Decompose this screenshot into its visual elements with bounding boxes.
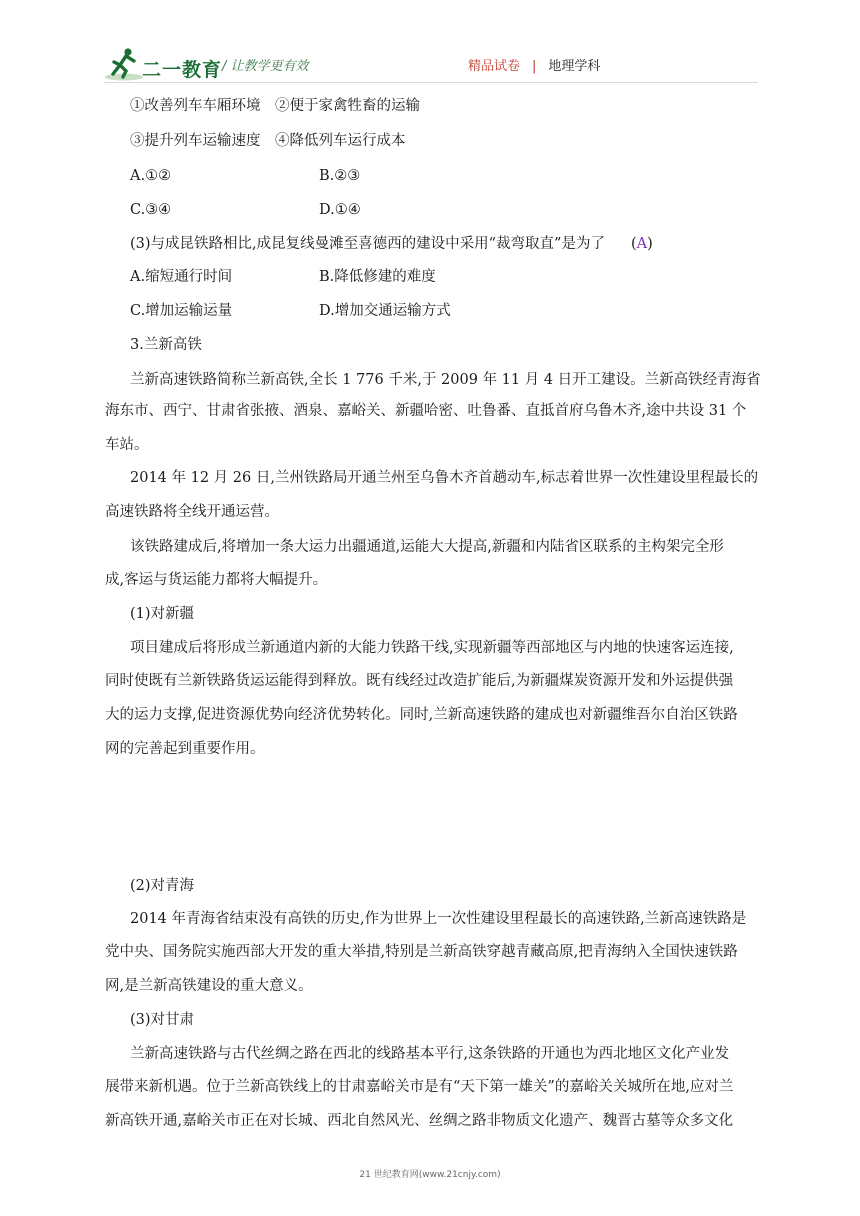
paragraph-line: 该铁路建成后,将增加一条大运力出疆通道,运能大大提高,新疆和内陆省区联系的主构架完全形	[130, 539, 724, 555]
header-divider	[104, 82, 758, 83]
paragraph-line: 网的完善起到重要作用。	[105, 741, 265, 757]
paragraph-line: 成,客运与货运能力都将大幅提升。	[105, 572, 328, 588]
paragraph-line: 同时使既有兰新铁路货运运能得到释放。既有线经过改造扩能后,为新疆煤炭资源开发和外运提供强	[105, 673, 734, 689]
subsection-title: (3)对甘肃	[130, 1012, 195, 1028]
choice-a: A.缩短通行时间	[130, 269, 233, 285]
header-separator: |	[532, 59, 537, 74]
paragraph-line: 网,是兰新高铁建设的重大意义。	[105, 978, 313, 994]
paragraph-line: 车站。	[105, 437, 149, 453]
subsection-title: (2)对青海	[130, 878, 195, 894]
page-header	[0, 0, 860, 90]
choice-a: A.①②	[130, 168, 172, 184]
paragraph-line: 新高铁开通,嘉峪关市正在对长城、西北自然风光、丝绸之路非物质文化遗产、魏晋古墓等众多文化	[105, 1113, 734, 1129]
paragraph-line: 兰新高速铁路与古代丝绸之路在西北的线路基本平行,这条铁路的开通也为西北地区文化产业发	[130, 1046, 730, 1062]
category-label: 精品试卷	[468, 59, 521, 74]
runner-icon	[104, 46, 144, 82]
logo	[104, 46, 234, 82]
paragraph-line: 党中央、国务院实施西部大开发的重大举措,特别是兰新高铁穿越青藏高原,把青海纳入全国快速铁路	[105, 944, 738, 960]
question-text: (3)与成昆铁路相比,成昆复线曼滩至喜德西的建设中采用“裁弯取直”是为了	[130, 236, 605, 252]
page-footer: 21 世纪教育网(www.21cnjy.com)	[359, 1170, 501, 1180]
choice-d: D.①④	[319, 202, 361, 218]
choice-b: B.②③	[319, 168, 361, 184]
slogan: / 让教学更有效	[222, 59, 309, 74]
answer-open: (	[630, 236, 637, 252]
subject-label: 地理学科	[548, 59, 601, 74]
answer-mark: A	[636, 236, 648, 252]
header-subject	[468, 55, 600, 74]
choice-c: C.增加运输运量	[130, 303, 233, 319]
choice-b: B.降低修建的难度	[319, 269, 436, 285]
choice-c: C.③④	[130, 202, 172, 218]
paragraph-line: 高速铁路将全线开通运营。	[105, 504, 279, 520]
paragraph-line: 大的运力支撑,促进资源优势向经济优势转化。同时,兰新高速铁路的建成也对新疆维吾尔自治区铁路	[105, 707, 738, 723]
answer-close: )	[647, 236, 653, 252]
question-3	[130, 234, 653, 254]
logo-text: 二一教育	[142, 59, 223, 81]
option-line: ③提升列车运输速度 ④降低列车运行成本	[130, 133, 406, 149]
section-title: 3.兰新高铁	[130, 337, 202, 353]
choice-d: D.增加交通运输方式	[319, 303, 451, 319]
paragraph-line: 兰新高速铁路简称兰新高铁,全长 1 776 千米,于 2009 年 11 月 4 日开工建设。兰新高铁经青海省	[130, 372, 761, 388]
option-line: ①改善列车车厢环境 ②便于家禽牲畜的运输	[130, 98, 420, 114]
paragraph-line: 2014 年青海省结束没有高铁的历史,作为世界上一次性建设里程最长的高速铁路,兰新高速铁路是	[130, 911, 747, 927]
subsection-title: (1)对新疆	[130, 606, 195, 622]
paragraph-line: 项目建成后将形成兰新通道内新的大能力铁路干线,实现新疆等西部地区与内地的快速客运连接,	[130, 640, 734, 656]
paragraph-line: 2014 年 12 月 26 日,兰州铁路局开通兰州至乌鲁木齐首趟动车,标志着世界一次性建设里程最长的	[130, 470, 759, 486]
paragraph-line: 展带来新机遇。位于兰新高铁线上的甘肃嘉峪关市是有“天下第一雄关”的嘉峪关关城所在地,应对兰	[105, 1079, 734, 1095]
paragraph-line: 海东市、西宁、甘肃省张掖、酒泉、嘉峪关、新疆哈密、吐鲁番、直抵首府乌鲁木齐,途中共设 31 个	[105, 403, 747, 419]
